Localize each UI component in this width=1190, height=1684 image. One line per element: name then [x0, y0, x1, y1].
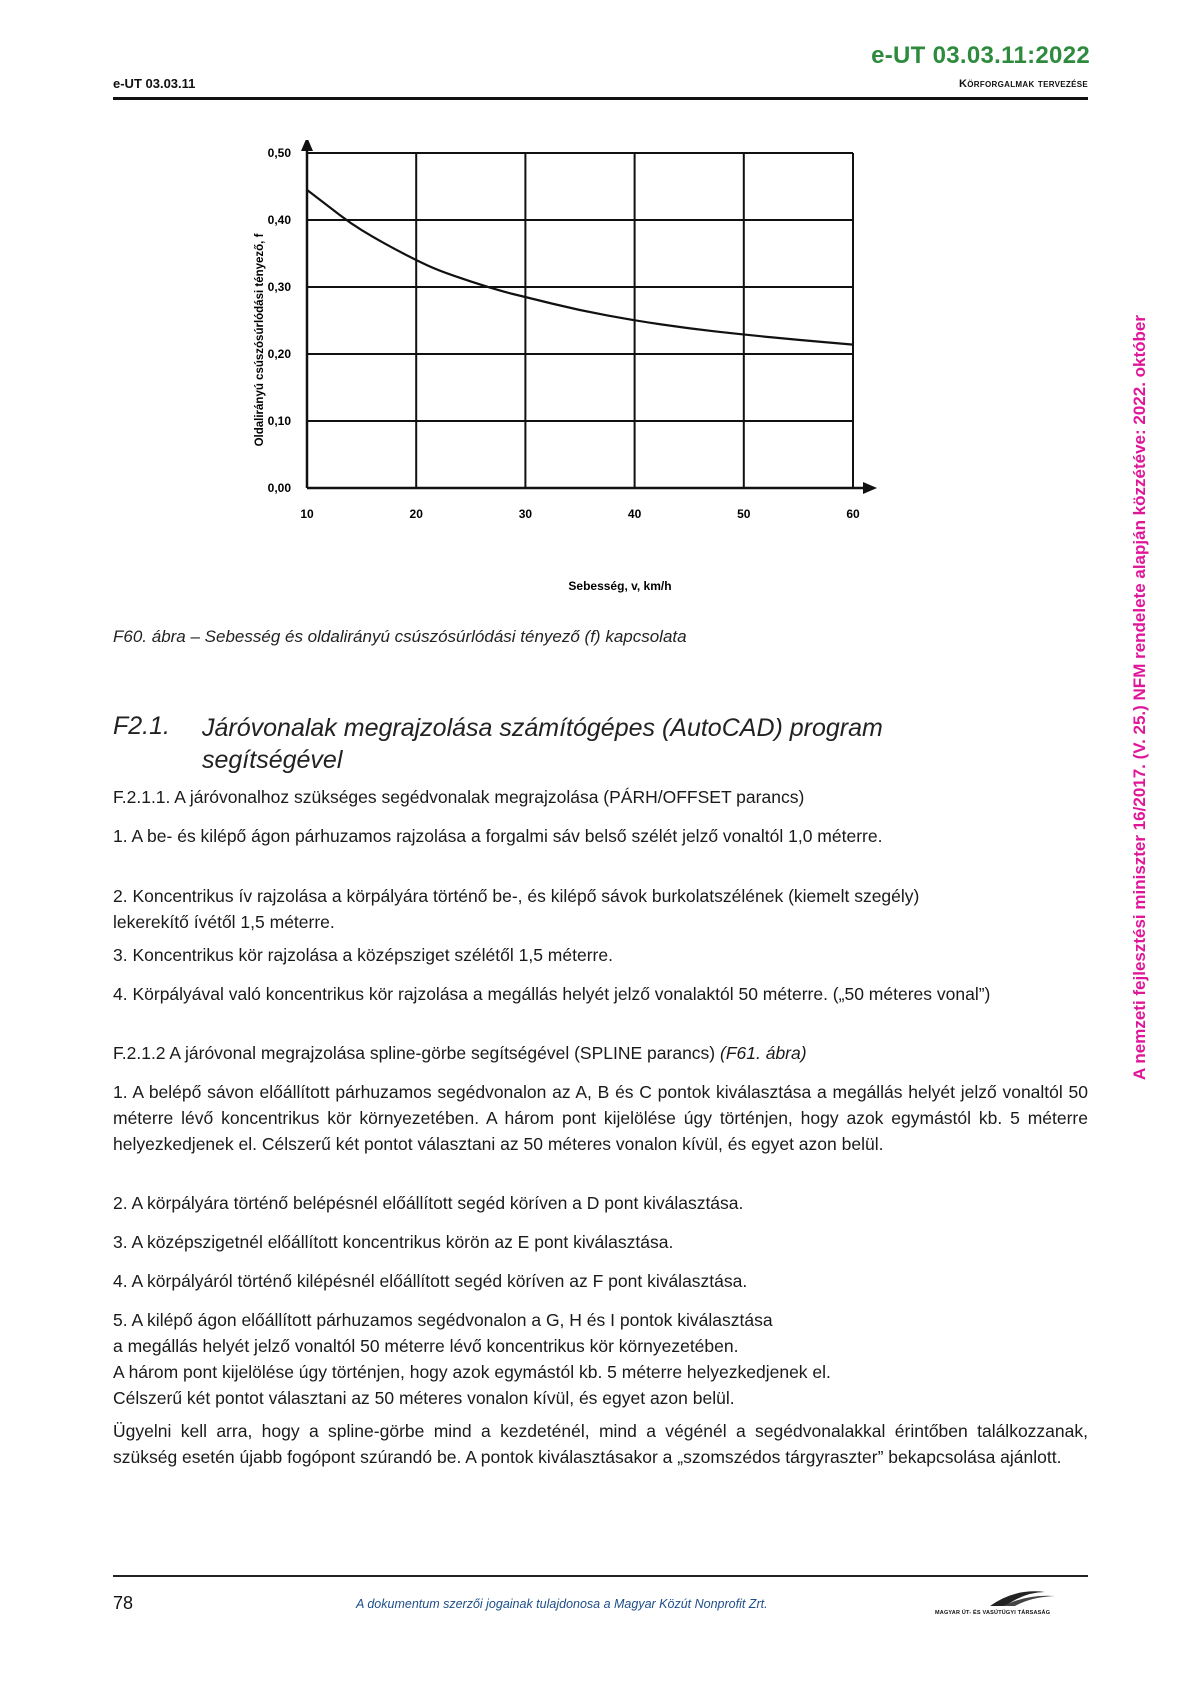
chart-grid: [307, 153, 853, 488]
y-axis-label: Oldalirányú csúszósúrlódási tényező, f: [254, 233, 266, 447]
y-tick-labels: [268, 146, 292, 495]
paragraph-step-1: 1. A be- és kilépő ágon párhuzamos rajzolása a forgalmi sáv belső szélét jelző vonaltól 1,0 méterre.: [113, 826, 883, 846]
y-tick-label: 0,10: [267, 414, 291, 428]
paragraph-spline-step-1: 1. A belépő sávon előállított párhuzamos segédvonalon az A, B és C pontok kiválasztása a megállás helyét jelző vonaltól 50 méterre lévő koncentrikus kör környezetében. A három pont kijelölése úgy történjen, hogy azok egymástól kb. 5 méterre helyezkedjenek el. Célszerű két pontot választani az 50 méteres vonalon kívül, és egyet azon belül.: [113, 1082, 1088, 1154]
figure-reference: (F61. ábra): [720, 1043, 807, 1063]
x-tick-label: 40: [627, 507, 642, 521]
publisher-logo-text: MAGYAR ÚT- ÉS VASÚTÜGYI TÁRSASÁG: [935, 1610, 1051, 1616]
y-tick-label: 0,00: [267, 481, 291, 495]
x-tick-label: 20: [409, 507, 423, 521]
section-title: Járóvonalak megrajzolása számítógépes (AutoCAD) program segítségével: [202, 714, 883, 774]
paragraph-subsection-1: F.2.1.1. A járóvonalhoz szükséges segédvonalak megrajzolása (PÁRH/OFFSET parancs): [113, 787, 805, 807]
x-tick-label: 50: [737, 507, 751, 521]
y-tick-label: 0,20: [267, 347, 291, 361]
paragraph-spline-step-2: 2. A körpályára történő belépésnél előállított segéd köríven a D pont kiválasztása.: [113, 1193, 744, 1213]
header-chapter-title-text: Körforgalmak tervezése: [958, 78, 1088, 90]
speed-friction-chart: [240, 140, 940, 610]
subsection-2-text: F.2.1.2 A járóvonal megrajzolása spline-görbe segítségével (SPLINE parancs): [113, 1043, 720, 1063]
paragraph-subsection-2: [113, 1040, 1088, 1066]
section-number: F2.1.: [113, 712, 170, 740]
paragraph-step-4: 4. Körpályával való koncentrikus kör rajzolása a megállás helyét jelző vonalaktól 50 méterre. („50 méteres vonal”): [113, 984, 991, 1004]
y-tick-label: 0,40: [267, 213, 291, 227]
spline-step-5-line-1: 5. A kilépő ágon előállított párhuzamos segédvonalon a G, H és I pontok kiválasztása: [113, 1310, 773, 1330]
spline-step-5-line-2: a megállás helyét jelző vonaltól 50 méterre lévő koncentrikus kör környezetében.: [113, 1336, 739, 1356]
y-tick-label: 0,30: [267, 280, 291, 294]
spline-step-5-line-3: A három pont kijelölése úgy történjen, hogy azok egymástól kb. 5 méterre helyezkedjenek el.: [113, 1362, 831, 1382]
footer-copyright: A dokumentum szerzői jogainak tulajdonosa a Magyar Közút Nonprofit Zrt.: [356, 1597, 768, 1611]
spline-step-5-line-4: Célszerű két pontot választani az 50 méteres vonalon kívül, és egyet azon belül.: [113, 1388, 735, 1408]
chart-axes: [301, 140, 877, 494]
paragraph-spline-step-4: 4. A körpályáról történő kilépésnél előállított segéd köríven az F pont kiválasztása.: [113, 1271, 748, 1291]
x-tick-labels: [300, 507, 860, 521]
x-axis-label: Sebesség, v, km/h: [568, 579, 672, 593]
header-chapter-title: [959, 78, 1088, 90]
document-code: e-UT 03.03.11:2022: [871, 42, 1090, 69]
footer-divider: [113, 1575, 1088, 1577]
paragraph-spline-step-5: [113, 1307, 1088, 1411]
paragraph-spline-step-3: 3. A középszigetnél előállított koncentrikus körön az E pont kiválasztása.: [113, 1232, 674, 1252]
chart-series: [307, 190, 853, 345]
paragraph-step-2: 2. Koncentrikus ív rajzolása a körpályára történő be-, és kilépő sávok burkolatszélének (kiemelt szegély) lekerekítő ívétől 1,5 méterre.: [113, 886, 920, 932]
publisher-logo-icon: [935, 1588, 1085, 1608]
figure-caption: F60. ábra – Sebesség és oldalirányú csúszósúrlódási tényező (f) kapcsolata: [113, 627, 687, 646]
header-left-code: e-UT 03.03.11: [113, 76, 196, 91]
page-number: 78: [113, 1593, 134, 1613]
x-tick-label: 60: [846, 507, 860, 521]
y-axis-arrow: [301, 140, 313, 151]
friction-curve: [307, 190, 853, 345]
publisher-logo: [935, 1588, 1085, 1616]
y-tick-label: 0,50: [267, 146, 291, 160]
x-tick-label: 30: [518, 507, 533, 521]
paragraph-step-3: 3. Koncentrikus kör rajzolása a középsziget szélétől 1,5 méterre.: [113, 945, 613, 965]
x-axis-arrow: [863, 482, 877, 494]
paragraph-note: Ügyelni kell arra, hogy a spline-görbe mind a kezdeténél, mind a végénél a segédvonalakkal érintőben találkozzanak, szükség esetén újabb fogópont szúrandó be. A pontok kiválasztásakor a „szomszédos tárgyraszter” bekapcsolása ajánlott.: [113, 1421, 1088, 1467]
header-divider: [113, 97, 1088, 100]
side-publication-note: A nemzeti fejlesztési miniszter 16/2017. (V. 25.) NFM rendelete alapján közzétéve: 2022. október: [1130, 315, 1149, 1080]
x-tick-label: 10: [300, 507, 314, 521]
